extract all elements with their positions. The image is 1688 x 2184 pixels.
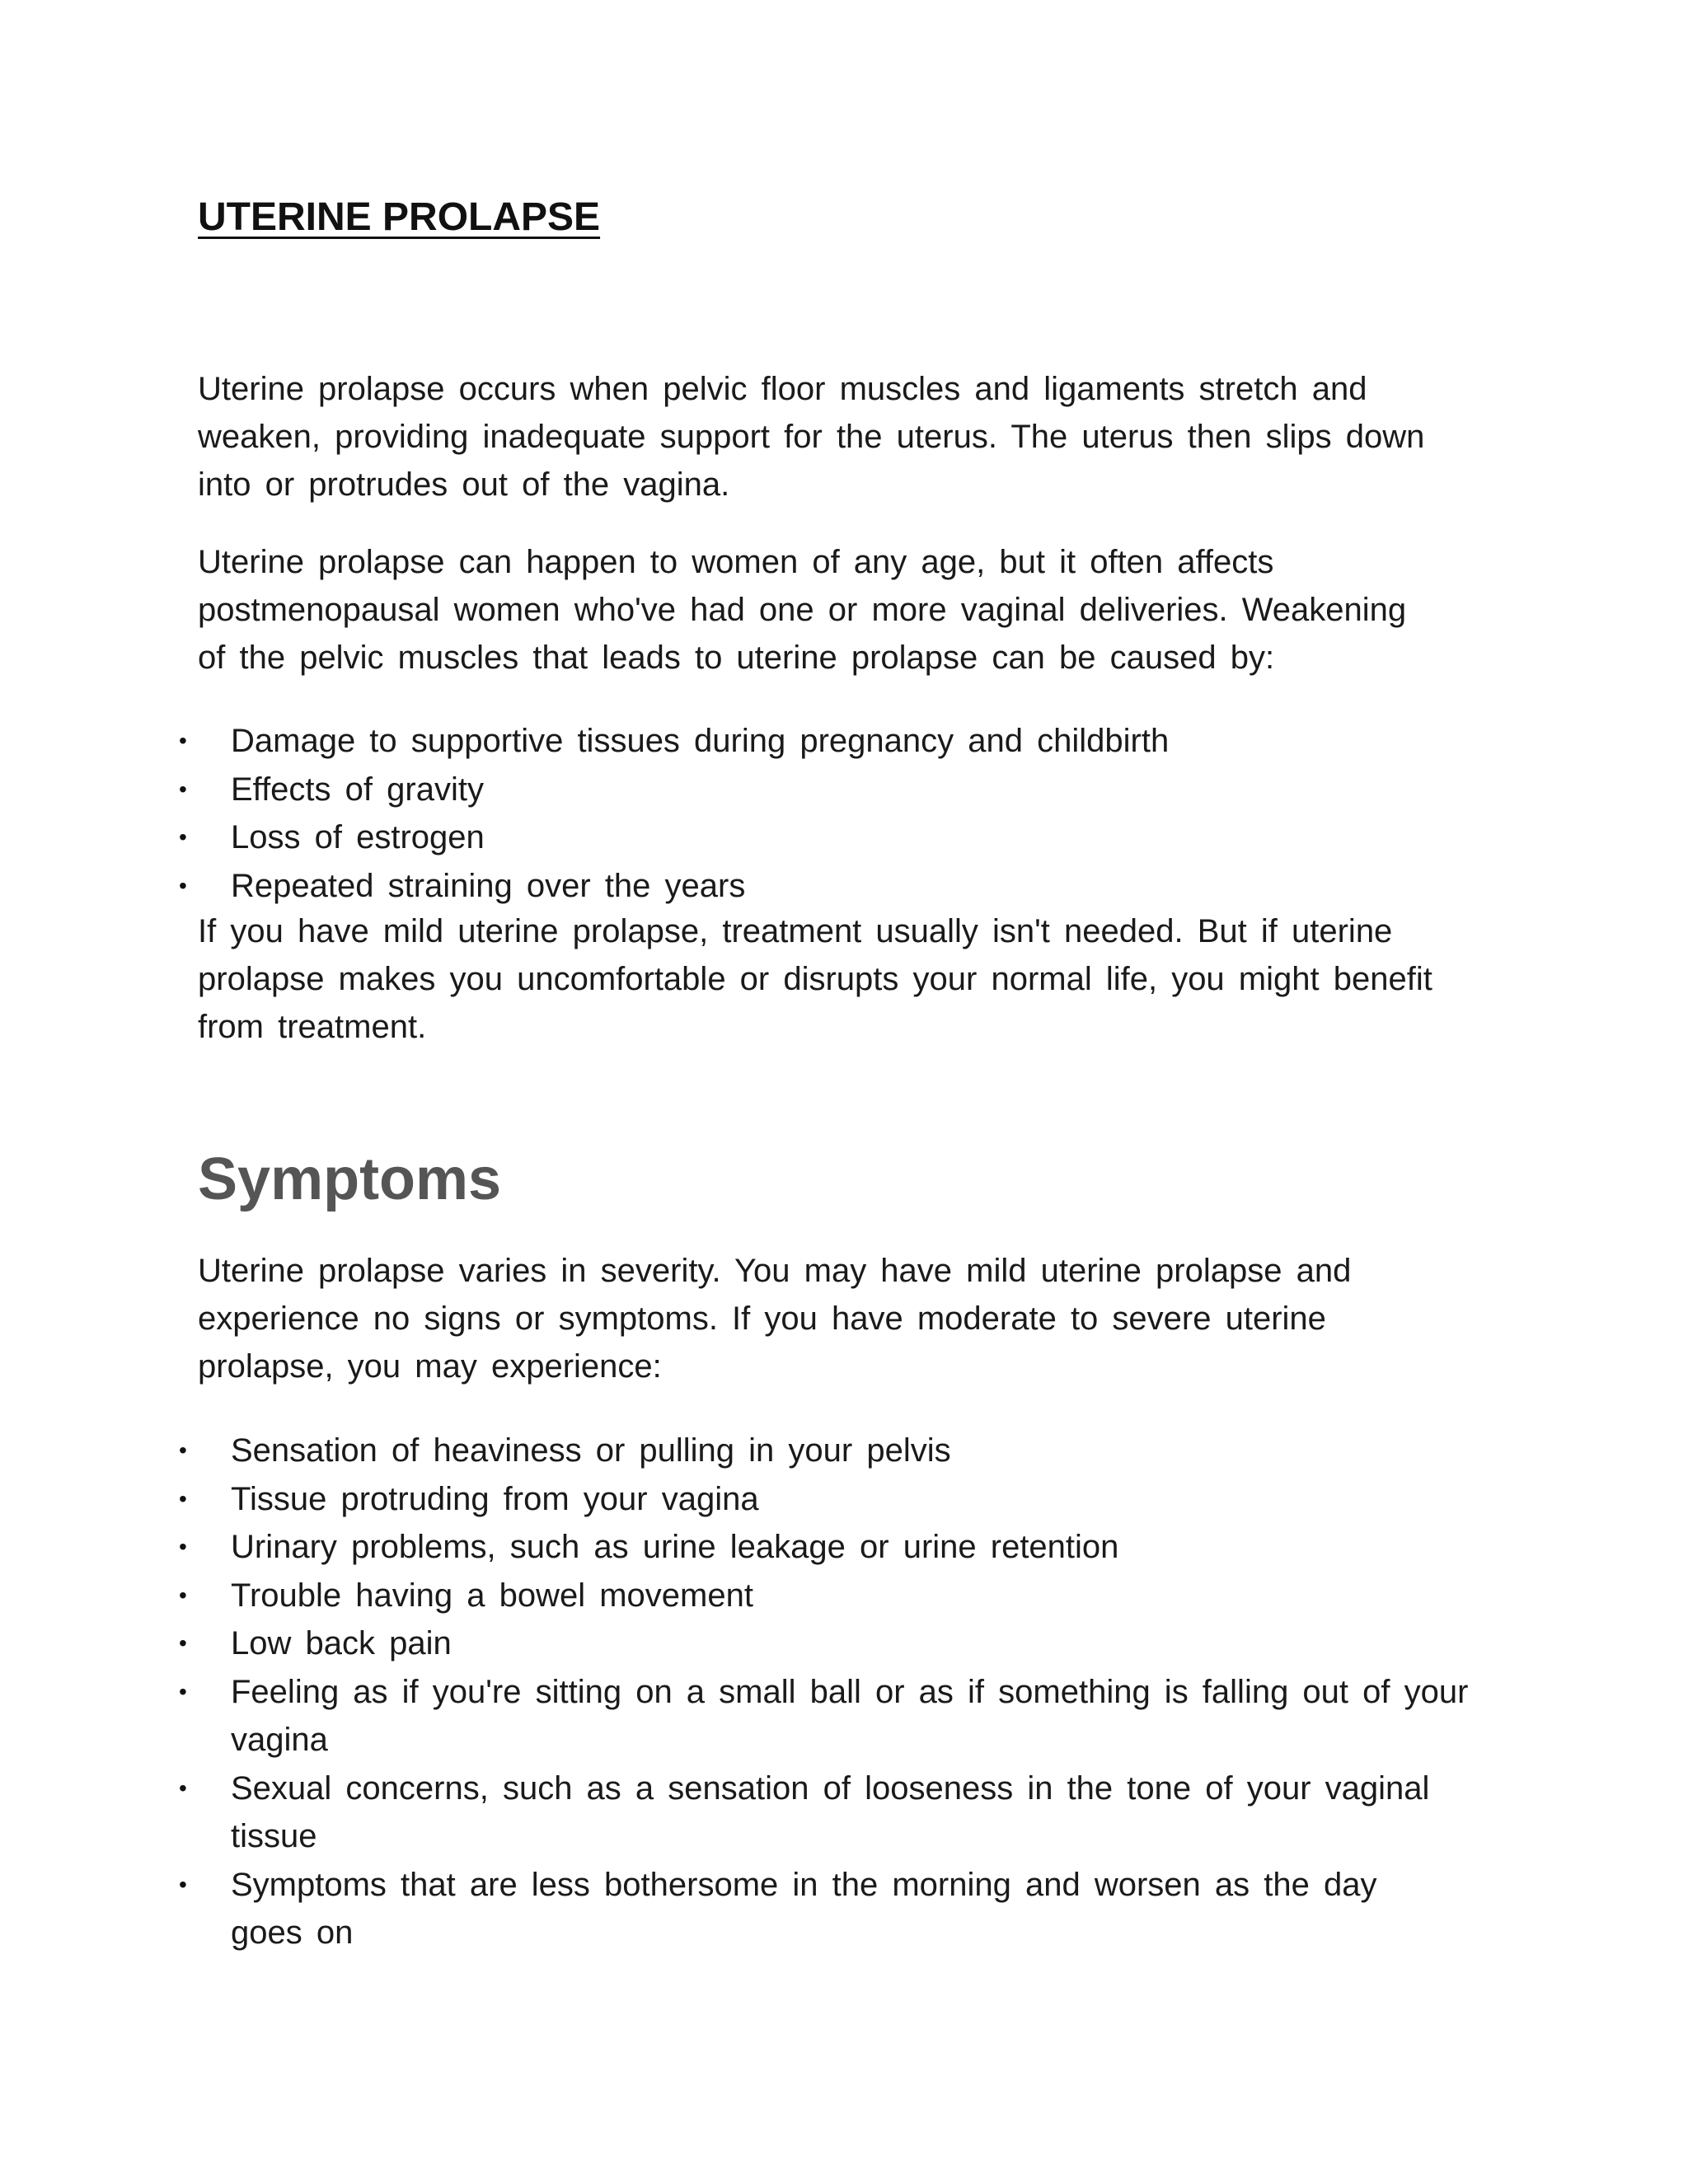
paragraph-line: from treatment.	[198, 1009, 427, 1045]
list-item	[0, 1427, 1468, 1475]
bullet-icon: •	[179, 824, 187, 850]
list-item	[0, 1861, 1468, 1957]
list-item	[0, 1619, 1468, 1668]
paragraph-line: prolapse makes you uncomfortable or disrupts your normal life, you might benefit	[198, 961, 1432, 997]
list-item	[0, 1475, 1468, 1524]
list-item-text: tissue	[231, 1818, 317, 1854]
bullet-icon: •	[179, 1774, 187, 1801]
paragraph-line: Uterine prolapse occurs when pelvic floor muscles and ligaments stretch and	[198, 371, 1367, 407]
paragraph-line: prolapse, you may experience:	[198, 1348, 662, 1385]
bullet-icon: •	[179, 1485, 187, 1511]
bullet-icon: •	[179, 776, 187, 802]
list-item-text: Sensation of heaviness or pulling in your pelvis	[231, 1432, 951, 1469]
list-item-text: Symptoms that are less bothersome in the morning and worsen as the day	[231, 1866, 1377, 1903]
paragraph-line: Uterine prolapse can happen to women of any age, but it often affects	[198, 544, 1274, 580]
list-item-text: Repeated straining over the years	[231, 867, 746, 904]
paragraph-line: weaken, providing inadequate support for the uterus. The uterus then slips down	[198, 419, 1425, 455]
bullet-icon: •	[179, 1582, 187, 1608]
paragraph-line: of the pelvic muscles that leads to uterine prolapse can be caused by:	[198, 640, 1275, 676]
paragraph-line: If you have mild uterine prolapse, treatment usually isn't needed. But if uterine	[198, 913, 1393, 949]
bullet-icon: •	[179, 1534, 187, 1559]
list-item-text: Sexual concerns, such as a sensation of looseness in the tone of your vaginal	[231, 1769, 1430, 1807]
list-item-text: vagina	[231, 1722, 328, 1758]
paragraph-line: postmenopausal women who've had one or more vaginal deliveries. Weakening	[198, 592, 1407, 628]
bullet-icon: •	[179, 1630, 187, 1656]
list-item	[0, 717, 1169, 766]
paragraph-line: Uterine prolapse varies in severity. You may have mild uterine prolapse and	[198, 1253, 1352, 1289]
document-title: UTERINE PROLAPSE	[198, 195, 601, 239]
list-item-text: Trouble having a bowel movement	[231, 1577, 753, 1614]
list-item	[0, 1668, 1468, 1765]
bullet-icon: •	[179, 1871, 187, 1897]
bullet-icon: •	[179, 1437, 187, 1463]
paragraph-line: into or protrudes out of the vagina.	[198, 466, 730, 503]
bullet-icon: •	[179, 872, 187, 898]
paragraph-line: experience no signs or symptoms. If you have moderate to severe uterine	[198, 1301, 1326, 1337]
intro-paragraph-2	[198, 538, 1406, 682]
bullet-icon: •	[179, 1678, 187, 1704]
intro-paragraph-1	[198, 365, 1424, 509]
list-item-text: goes on	[231, 1915, 354, 1951]
list-item	[0, 862, 1169, 911]
symptoms-list	[0, 1427, 1468, 1957]
list-item-text: Urinary problems, such as urine leakage or urine retention	[231, 1529, 1119, 1565]
list-item-text: Effects of gravity	[231, 771, 484, 808]
list-item-text: Feeling as if you're sitting on a small ball or as if something is falling out of your	[231, 1673, 1469, 1710]
causes-list	[0, 717, 1169, 910]
symptoms-heading: Symptoms	[198, 1146, 502, 1212]
list-item-text: Tissue protruding from your vagina	[231, 1480, 759, 1517]
treatment-paragraph	[198, 907, 1432, 1051]
list-item	[0, 813, 1169, 862]
list-item	[0, 766, 1169, 814]
list-item-text: Loss of estrogen	[231, 819, 485, 855]
list-item	[0, 1572, 1468, 1620]
symptoms-intro-paragraph	[198, 1247, 1351, 1390]
list-item-text: Damage to supportive tissues during pregnancy and childbirth	[231, 723, 1170, 759]
list-item-text: Low back pain	[231, 1625, 452, 1661]
bullet-icon: •	[179, 728, 187, 753]
list-item	[0, 1523, 1468, 1572]
list-item	[0, 1765, 1468, 1861]
